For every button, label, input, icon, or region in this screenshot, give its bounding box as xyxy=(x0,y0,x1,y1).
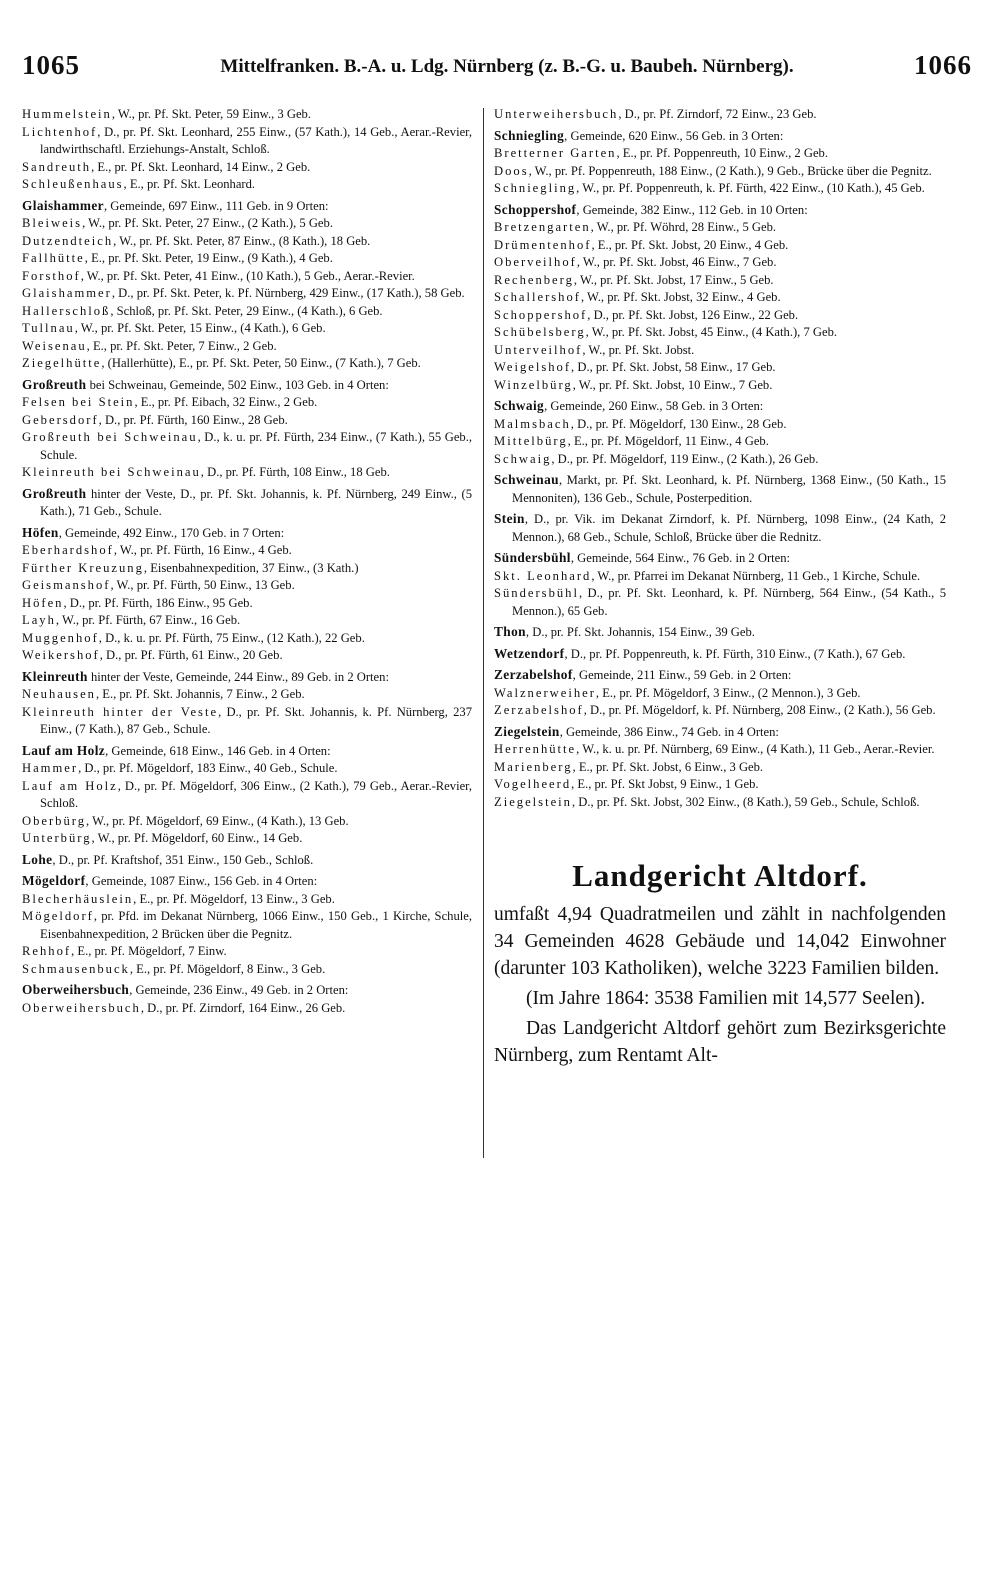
place-entry xyxy=(494,568,946,586)
place-name: Ziegelstein xyxy=(494,794,572,809)
place-details: , E., pr. Pf. Skt. Leonhard, 14 Einw., 2 Geb. xyxy=(91,159,311,174)
gemeinde-entry xyxy=(22,742,472,761)
place-details: , W., pr. Pf. Skt. Peter, 27 Einw., (2 Kath.), 5 Geb. xyxy=(82,216,333,230)
place-details: , W., pr. Pf. Poppenreuth, k. Pf. Fürth, 422 Einw., (10 Kath.), 45 Geb. xyxy=(576,181,925,195)
place-details: , D., pr. Pf. Poppenreuth, k. Pf. Fürth, 310 Einw., (7 Kath.), 67 Geb. xyxy=(564,646,906,661)
right-column-entries xyxy=(494,106,946,811)
place-entry xyxy=(22,429,472,464)
place-entry xyxy=(22,943,472,961)
gemeinde-entry xyxy=(22,197,472,216)
place-entry xyxy=(22,647,472,665)
place-name: Unterveilhof xyxy=(494,342,583,357)
place-entry xyxy=(22,159,472,177)
place-name: Felsen bei Stein xyxy=(22,395,135,409)
place-entry xyxy=(494,377,946,395)
place-details: , pr. Pfd. im Dekanat Nürnberg, 1066 Einw., 150 Geb., 1 Kirche, Schule, Eisenbahnexpedition, 2 Brücken über die Pegnitz. xyxy=(40,909,472,941)
place-entry xyxy=(494,237,946,255)
place-entry xyxy=(22,760,472,778)
place-name: Oberbürg xyxy=(22,813,87,828)
place-details: , E., pr. Pf. Mögeldorf, 13 Einw., 3 Geb. xyxy=(133,891,335,906)
place-name: Schniegling xyxy=(494,127,565,143)
place-name: Ziegelstein xyxy=(494,723,560,739)
place-entry xyxy=(22,176,472,194)
place-name: Lauf am Holz xyxy=(22,742,106,758)
place-name: Forsthof xyxy=(22,268,81,283)
place-name: Schmausenbuck xyxy=(22,961,130,976)
place-name: Winzelbürg xyxy=(494,377,573,392)
place-name: Fürther Kreuzung xyxy=(22,560,144,575)
gemeinde-entry xyxy=(22,981,472,1000)
section-title: Landgericht Altdorf. xyxy=(572,858,868,893)
place-entry xyxy=(22,577,472,595)
gemeinde-entry xyxy=(22,668,472,687)
place-entry xyxy=(494,106,946,124)
place-name: Walznerweiher xyxy=(494,685,596,700)
place-details: , W., pr. Pf. Fürth, 50 Einw., 13 Geb. xyxy=(110,578,295,592)
place-details: , Gemeinde, 564 Einw., 76 Geb. in 2 Orten: xyxy=(570,551,791,565)
place-name: Großreuth xyxy=(22,376,87,392)
place-details: , D., pr. Pf. Zirndorf, 164 Einw., 26 Geb. xyxy=(140,1000,346,1015)
place-details: , D., pr. Pf. Skt. Jobst, 58 Einw., 17 Geb. xyxy=(571,360,776,374)
place-name: Neuhausen xyxy=(22,687,96,701)
place-name: Skt. Leonhard xyxy=(494,568,592,583)
place-name: Weisenau xyxy=(22,338,87,353)
place-name: Fallhütte xyxy=(22,251,85,265)
place-entry xyxy=(22,285,472,303)
place-name: Lichtenhof xyxy=(22,124,98,139)
place-name: Weikershof xyxy=(22,648,100,662)
place-entry xyxy=(22,233,472,251)
place-name: Bretzengarten xyxy=(494,220,591,234)
place-entry xyxy=(22,612,472,630)
place-entry xyxy=(494,451,946,469)
place-entry xyxy=(22,106,472,124)
place-details: , D., pr. Pf. Skt. Jobst, 126 Einw., 22 Geb. xyxy=(587,307,799,322)
place-name: Schweinau xyxy=(494,472,559,487)
place-name: Rehhof xyxy=(22,944,72,958)
place-details: , Gemeinde, 382 Einw., 112 Geb. in 10 Orten: xyxy=(576,202,808,217)
place-name: Doos xyxy=(494,163,529,178)
place-entry xyxy=(494,272,946,290)
section-paragraph: Das Landgericht Altdorf gehört zum Bezirksgerichte Nürnberg, zum Rentamt Alt- xyxy=(494,1017,946,1066)
place-name: Malmsbach xyxy=(494,416,571,431)
place-details: , E., pr. Pf. Skt. Leonhard. xyxy=(123,177,256,191)
place-name: Schwaig xyxy=(494,398,545,413)
place-entry xyxy=(494,359,946,377)
place-name: Bretterner Garten xyxy=(494,146,617,160)
place-name: Herrenhütte xyxy=(494,742,577,756)
place-entry xyxy=(494,219,946,237)
place-name: Höfen xyxy=(22,595,64,610)
page-header xyxy=(22,50,972,90)
place-name: Unterweihersbuch xyxy=(494,107,619,121)
place-name: Großreuth xyxy=(22,485,87,501)
place-name: Lauf am Holz xyxy=(22,778,118,793)
place-entry xyxy=(494,794,946,812)
place-name: Glaishammer xyxy=(22,197,104,213)
place-name: Mittelbürg xyxy=(494,434,568,448)
place-details: , D., pr. Pf. Fürth, 61 Einw., 20 Geb. xyxy=(99,648,283,662)
place-details: , W., k. u. pr. Pf. Nürnberg, 69 Einw., (4 Kath.), 11 Geb., Aerar.-Revier. xyxy=(576,742,935,756)
place-entry xyxy=(494,585,946,620)
gemeinde-entry xyxy=(22,524,472,543)
place-entry xyxy=(22,303,472,321)
place-details: , W., pr. Pf. Mögeldorf, 69 Einw., (4 Kath.), 13 Geb. xyxy=(86,813,349,828)
place-name: Bleiweis xyxy=(22,216,83,230)
place-details: , D., pr. Pf. Zirndorf, 72 Einw., 23 Geb. xyxy=(618,107,817,121)
place-name: Hallerschloß xyxy=(22,303,111,318)
gemeinde-entry xyxy=(494,666,946,685)
place-name: Unterbürg xyxy=(22,831,92,845)
place-details: , D., pr. Pf. Skt. Johannis, k. Pf. Nürnberg, 237 Einw., (7 Kath.), 87 Geb., Schule. xyxy=(40,704,472,736)
running-head: Mittelfranken. B.-A. u. Ldg. Nürnberg (z. B.-G. u. Baubeh. Nürnberg). xyxy=(220,56,794,77)
place-details: , D., pr. Pf. Mögeldorf, 119 Einw., (2 Kath.), 26 Geb. xyxy=(551,451,819,466)
place-details: , Gemeinde, 211 Einw., 59 Geb. in 2 Orten: xyxy=(572,668,792,682)
place-details: , W., pr. Pf. Wöhrd, 28 Einw., 5 Geb. xyxy=(590,220,777,234)
place-entry xyxy=(22,394,472,412)
place-details: , D., pr. Pf. Skt. Jobst, 302 Einw., (8 Kath.), 59 Geb., Schule, Schloß. xyxy=(571,794,920,809)
place-details: , E., pr. Pf. Skt Jobst, 9 Einw., 1 Geb. xyxy=(571,777,759,791)
place-details: , W., pr. Pf. Skt. Jobst, 45 Einw., (4 Kath.), 7 Geb. xyxy=(585,325,838,339)
place-entry xyxy=(494,324,946,342)
place-details: , D., pr. Pf. Fürth, 186 Einw., 95 Geb. xyxy=(63,595,253,610)
place-details: , W., pr. Pf. Mögeldorf, 60 Einw., 14 Geb. xyxy=(91,831,303,845)
place-details: , W., pr. Pf. Skt. Peter, 41 Einw., (10 Kath.), 5 Geb., Aerar.-Revier. xyxy=(80,268,415,283)
place-details: , W., pr. Pfarrei im Dekanat Nürnberg, 11 Geb., 1 Kirche, Schule. xyxy=(591,568,921,583)
place-details: , E., pr. Pf. Skt. Peter, 7 Einw., 2 Geb. xyxy=(86,338,277,353)
place-details: , E., pr. Pf. Eibach, 32 Einw., 2 Geb. xyxy=(134,395,318,409)
place-name: Dutzendteich xyxy=(22,233,114,248)
place-entry xyxy=(22,704,472,739)
place-name: Kleinreuth xyxy=(22,668,88,684)
place-entry xyxy=(494,289,946,307)
place-entry xyxy=(494,180,946,198)
place-entry xyxy=(22,778,472,813)
place-details: , Gemeinde, 236 Einw., 49 Geb. in 2 Orten: xyxy=(129,983,349,997)
gemeinde-entry xyxy=(22,485,472,521)
place-entry xyxy=(22,250,472,268)
place-details: , D., k. u. pr. Pf. Fürth, 75 Einw., (12 Kath.), 22 Geb. xyxy=(98,630,365,645)
place-details: , E., pr. Pf. Mögeldorf, 3 Einw., (2 Mennon.), 3 Geb. xyxy=(595,685,861,700)
place-details: , Gemeinde, 386 Einw., 74 Geb. in 4 Orten: xyxy=(559,724,779,739)
place-entry xyxy=(22,630,472,648)
place-entry xyxy=(494,416,946,434)
place-details: , Eisenbahnexpedition, 37 Einw., (3 Kath.) xyxy=(143,560,359,575)
page-number-right: 1066 xyxy=(914,50,972,80)
place-details: bei Schweinau, Gemeinde, 502 Einw., 103 Geb. in 4 Orten: xyxy=(86,377,389,392)
place-details: , E., pr. Pf. Skt. Jobst, 6 Einw., 3 Geb. xyxy=(572,759,764,774)
place-name: Höfen xyxy=(22,524,59,540)
place-details: , E., pr. Pf. Poppenreuth, 10 Einw., 2 Geb. xyxy=(616,146,828,160)
place-entry xyxy=(494,145,946,163)
gemeinde-entry xyxy=(494,623,946,642)
gemeinde-entry xyxy=(494,510,946,546)
place-entry xyxy=(494,307,946,325)
place-entry xyxy=(22,464,472,482)
place-details: , Gemeinde, 1087 Einw., 156 Geb. in 4 Orten: xyxy=(85,874,318,888)
place-entry xyxy=(22,908,472,943)
place-details: , E., pr. Pf. Mögeldorf, 8 Einw., 3 Geb. xyxy=(129,961,326,976)
place-entry xyxy=(494,433,946,451)
place-entry xyxy=(22,542,472,560)
place-entry xyxy=(22,215,472,233)
place-details: , W., pr. Pf. Skt. Jobst, 32 Einw., 4 Geb. xyxy=(580,290,781,304)
place-entry xyxy=(494,254,946,272)
place-name: Zerzabelshof xyxy=(494,703,584,717)
place-details: , D., pr. Pf. Mögeldorf, 306 Einw., (2 Kath.), 79 Geb., Aerar.-Revier, Schloß. xyxy=(40,778,472,810)
place-entry xyxy=(22,320,472,338)
place-entry xyxy=(494,342,946,360)
gemeinde-entry xyxy=(494,645,946,664)
place-name: Kleinreuth hinter der Veste xyxy=(22,704,219,719)
gemeinde-entry xyxy=(494,127,946,146)
place-name: Schübelsberg xyxy=(494,325,586,339)
place-details: , W., pr. Pf. Fürth, 16 Einw., 4 Geb. xyxy=(113,543,292,557)
place-name: Glaishammer xyxy=(22,286,112,300)
place-name: Weigelshof xyxy=(494,360,572,374)
place-name: Schoppershof xyxy=(494,201,577,217)
place-details: , W., pr. Pf. Skt. Peter, 15 Einw., (4 Kath.), 6 Geb. xyxy=(74,321,326,335)
place-details: , E., pr. Pf. Skt. Johannis, 7 Einw., 2 Geb. xyxy=(95,687,305,701)
place-details: hinter der Veste, Gemeinde, 244 Einw., 89 Geb. in 2 Orten: xyxy=(87,669,389,684)
place-entry xyxy=(22,686,472,704)
place-details: , Gemeinde, 260 Einw., 58 Geb. in 3 Orten: xyxy=(544,399,764,413)
place-name: Oberweihersbuch xyxy=(22,982,130,997)
place-entry xyxy=(22,124,472,159)
place-entry xyxy=(22,1000,472,1018)
place-name: Layh xyxy=(22,613,56,627)
place-entry xyxy=(22,961,472,979)
column-divider xyxy=(483,108,484,1158)
place-name: Rechenberg xyxy=(494,272,574,287)
right-column xyxy=(494,106,946,1069)
place-name: Ziegelhütte xyxy=(22,356,102,370)
page-number-left: 1065 xyxy=(22,50,80,80)
place-name: Zerzabelshof xyxy=(494,667,573,682)
place-name: Großreuth bei Schweinau xyxy=(22,430,198,444)
place-details: , D., pr. Pf. Kraftshof, 351 Einw., 150 Geb., Schloß. xyxy=(52,852,314,867)
place-name: Sandreuth xyxy=(22,159,92,174)
place-details: , D., pr. Pf. Skt. Leonhard, 255 Einw., (57 Kath.), 14 Geb., Aerar.-Revier, landwirthschaftl. Erziehungs-Anstalt, Schloß. xyxy=(40,124,472,156)
place-entry xyxy=(22,813,472,831)
place-entry xyxy=(494,759,946,777)
place-name: Hummelstein xyxy=(22,107,112,121)
place-details: , Gemeinde, 618 Einw., 146 Geb. in 4 Orten: xyxy=(105,743,331,758)
place-details: , E., pr. Pf. Skt. Jobst, 20 Einw., 4 Geb. xyxy=(591,237,789,252)
place-details: , W., pr. Pf. Skt. Jobst, 17 Einw., 5 Geb. xyxy=(573,272,774,287)
place-details: , D., k. u. pr. Pf. Fürth, 234 Einw., (7 Kath.), 55 Geb., Schule. xyxy=(40,430,473,462)
place-name: Drümentenhof xyxy=(494,237,592,252)
place-name: Stein xyxy=(494,511,525,526)
gemeinde-entry xyxy=(22,376,472,395)
gemeinde-entry xyxy=(22,851,472,870)
place-details: , E., pr. Pf. Mögeldorf, 11 Einw., 4 Geb. xyxy=(567,434,769,448)
place-name: Thon xyxy=(494,624,526,639)
place-name: Wetzendorf xyxy=(494,645,565,661)
place-details: hinter der Veste, D., pr. Pf. Skt. Johannis, k. Pf. Nürnberg, 249 Einw., (5 Kath.), 71 Geb., Schule. xyxy=(40,486,472,518)
place-name: Mögeldorf xyxy=(22,909,94,923)
place-name: Oberveilhof xyxy=(494,255,577,269)
place-name: Blecherhäuslein xyxy=(22,891,134,906)
place-name: Vogelheerd xyxy=(494,777,572,791)
place-entry xyxy=(494,741,946,759)
place-entry xyxy=(22,891,472,909)
gemeinde-entry xyxy=(494,723,946,742)
place-details: , D., pr. Pf. Mögeldorf, 130 Einw., 28 Geb. xyxy=(570,416,787,431)
place-name: Gebersdorf xyxy=(22,412,99,427)
place-details: , Gemeinde, 697 Einw., 111 Geb. in 9 Orten: xyxy=(103,198,329,213)
place-entry xyxy=(494,776,946,794)
section-paragraph: (Im Jahre 1864: 3538 Familien mit 14,577 Seelen). xyxy=(526,987,926,1009)
place-details: , Gemeinde, 620 Einw., 56 Geb. in 3 Orten: xyxy=(564,128,784,143)
place-details: , E., pr. Pf. Skt. Peter, 19 Einw., (9 Kath.), 4 Geb. xyxy=(84,251,333,265)
gemeinde-entry xyxy=(494,549,946,568)
gemeinde-entry xyxy=(494,201,946,220)
place-name: Oberweihersbuch xyxy=(22,1000,141,1015)
place-name: Lohe xyxy=(22,851,53,867)
place-name: Sündersbühl xyxy=(494,586,579,600)
place-details: , Schloß, pr. Pf. Skt. Peter, 29 Einw., (4 Kath.), 6 Geb. xyxy=(110,303,383,318)
place-name: Schwaig xyxy=(494,451,552,466)
place-details: , D., pr. Pf. Fürth, 108 Einw., 18 Geb. xyxy=(200,465,390,479)
place-name: Marienberg xyxy=(494,759,573,774)
place-name: Schallershof xyxy=(494,290,581,304)
place-entry xyxy=(22,595,472,613)
place-name: Sündersbühl xyxy=(494,550,571,565)
gemeinde-entry xyxy=(494,471,946,507)
place-details: , Gemeinde, 492 Einw., 170 Geb. in 7 Orten: xyxy=(58,525,285,540)
place-details: , W., pr. Pf. Fürth, 67 Einw., 16 Geb. xyxy=(55,613,241,627)
place-name: Kleinreuth bei Schweinau xyxy=(22,465,201,479)
place-details: , D., pr. Pf. Mögeldorf, 183 Einw., 40 Geb., Schule. xyxy=(78,761,338,775)
place-name: Schniegling xyxy=(494,181,577,195)
place-name: Tullnau xyxy=(22,321,75,335)
place-details: , W., pr. Pf. Skt. Jobst. xyxy=(582,342,695,357)
place-entry xyxy=(494,685,946,703)
place-entry xyxy=(22,412,472,430)
place-name: Muggenhof xyxy=(22,630,99,645)
place-name: Schoppershof xyxy=(494,307,588,322)
place-entry xyxy=(494,702,946,720)
place-details: , Markt, pr. Pf. Skt. Leonhard, k. Pf. Nürnberg, 1368 Einw., (50 Kath., 15 Mennoniten), 136 Geb., Schule, Posterpedition. xyxy=(512,473,946,505)
place-details: , D., pr. Pf. Mögeldorf, k. Pf. Nürnberg, 208 Einw., (2 Kath.), 56 Geb. xyxy=(583,703,936,717)
place-details: , W., pr. Pf. Skt. Jobst, 46 Einw., 7 Geb. xyxy=(576,255,777,269)
place-details: , D., pr. Pf. Skt. Peter, k. Pf. Nürnberg, 429 Einw., (17 Kath.), 58 Geb. xyxy=(111,286,465,300)
place-entry xyxy=(22,355,472,373)
left-column xyxy=(22,106,472,1017)
section-paragraph: umfaßt 4,94 Quadratmeilen und zählt in nachfolgenden 34 Gemeinden 4628 Gebäude und 14,042 Einwohner (darunter 103 Katholiken), welche 3223 Familien bilden. xyxy=(494,903,946,979)
place-entry xyxy=(22,830,472,848)
gemeinde-entry xyxy=(22,872,472,891)
place-details: , W., pr. Pf. Skt. Peter, 59 Einw., 3 Geb. xyxy=(111,107,311,121)
place-name: Geismanshof xyxy=(22,578,111,592)
place-name: Hammer xyxy=(22,761,79,775)
place-details: , W., pr. Pf. Poppenreuth, 188 Einw., (2 Kath.), 9 Geb., Brücke über die Pegnitz. xyxy=(528,163,932,178)
place-entry xyxy=(22,338,472,356)
place-entry xyxy=(494,163,946,181)
place-name: Schleußenhaus xyxy=(22,177,124,191)
place-details: , D., pr. Vik. im Dekanat Zirndorf, k. Pf. Nürnberg, 1098 Einw., (24 Kath, 2 Mennon.), 68 Geb., Schule, Schloß, Brücke über die Rednitz. xyxy=(512,512,946,544)
place-details: , W., pr. Pf. Skt. Jobst, 10 Einw., 7 Geb. xyxy=(572,377,773,392)
gemeinde-entry xyxy=(494,397,946,416)
place-details: , D., pr. Pf. Fürth, 160 Einw., 28 Geb. xyxy=(98,412,288,427)
place-entry xyxy=(22,560,472,578)
place-details: , D., pr. Pf. Skt. Johannis, 154 Einw., 39 Geb. xyxy=(525,625,755,639)
place-details: , D., pr. Pf. Skt. Leonhard, k. Pf. Nürnberg, 564 Einw., (54 Kath., 5 Mennon.), 65 Geb. xyxy=(512,586,946,618)
place-details: , (Hallerhütte), E., pr. Pf. Skt. Peter, 50 Einw., (7 Kath.), 7 Geb. xyxy=(101,356,421,370)
place-name: Eberhardshof xyxy=(22,543,114,557)
place-details: , E., pr. Pf. Mögeldorf, 7 Einw. xyxy=(71,944,227,958)
place-details: , W., pr. Pf. Skt. Peter, 87 Einw., (8 Kath.), 18 Geb. xyxy=(113,233,371,248)
place-entry xyxy=(22,268,472,286)
place-name: Mögeldorf xyxy=(22,873,86,888)
